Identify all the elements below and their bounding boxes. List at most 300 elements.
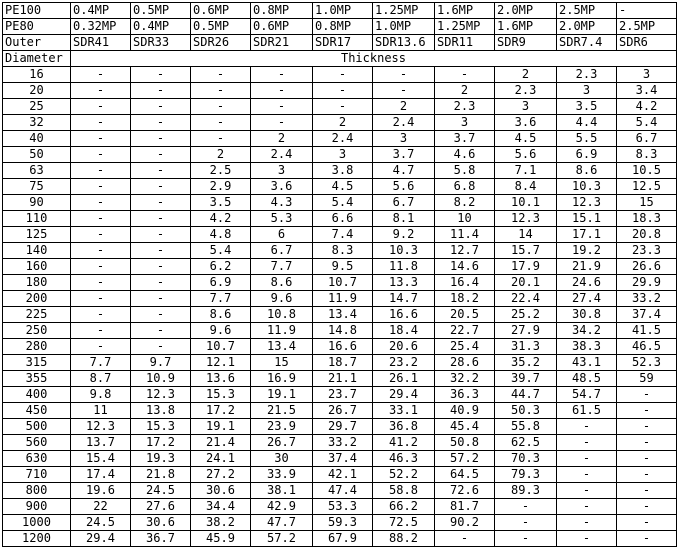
- thickness-cell: -: [191, 83, 251, 99]
- thickness-cell: -: [71, 291, 131, 307]
- thickness-cell: 3: [373, 131, 435, 147]
- thickness-cell: 6: [251, 227, 313, 243]
- thickness-cell: 12.7: [435, 243, 495, 259]
- thickness-cell: 26.7: [313, 403, 373, 419]
- thickness-cell: -: [71, 115, 131, 131]
- thickness-cell: 35.2: [495, 355, 557, 371]
- thickness-cell: 72.5: [373, 515, 435, 531]
- thickness-cell: 24.5: [131, 483, 191, 499]
- thickness-cell: 6.6: [313, 211, 373, 227]
- outer-diameter-cell: 16: [3, 67, 71, 83]
- thickness-cell: 9.5: [313, 259, 373, 275]
- thickness-cell: -: [71, 211, 131, 227]
- thickness-cell: 21.4: [191, 435, 251, 451]
- thickness-cell: 33.2: [617, 291, 677, 307]
- thickness-cell: 17.4: [71, 467, 131, 483]
- pe80-pressure: 0.6MP: [251, 19, 313, 35]
- thickness-cell: 3: [313, 147, 373, 163]
- thickness-cell: 7.1: [495, 163, 557, 179]
- sdr-value: SDR33: [131, 35, 191, 51]
- thickness-cell: 12.3: [557, 195, 617, 211]
- outer-diameter-cell: 75: [3, 179, 71, 195]
- thickness-cell: 16.6: [313, 339, 373, 355]
- thickness-cell: 27.2: [191, 467, 251, 483]
- diameter-label: Diameter: [3, 51, 71, 67]
- thickness-cell: -: [71, 195, 131, 211]
- thickness-cell: 9.6: [191, 323, 251, 339]
- thickness-cell: -: [191, 99, 251, 115]
- thickness-cell: -: [313, 99, 373, 115]
- thickness-cell: 25.4: [435, 339, 495, 355]
- thickness-cell: 18.7: [313, 355, 373, 371]
- thickness-cell: 6.7: [251, 243, 313, 259]
- outer-diameter-cell: 710: [3, 467, 71, 483]
- thickness-cell: 41.5: [617, 323, 677, 339]
- thickness-cell: 6.8: [435, 179, 495, 195]
- outer-diameter-cell: 630: [3, 451, 71, 467]
- thickness-cell: -: [435, 67, 495, 83]
- table-row: [3, 131, 677, 147]
- thickness-cell: -: [617, 483, 677, 499]
- thickness-cell: 58.8: [373, 483, 435, 499]
- pe80-pressure: 2.0MP: [557, 19, 617, 35]
- thickness-cell: 61.5: [557, 403, 617, 419]
- thickness-cell: 16.4: [435, 275, 495, 291]
- thickness-cell: 14.6: [435, 259, 495, 275]
- thickness-cell: 3: [435, 115, 495, 131]
- thickness-cell: 30.8: [557, 307, 617, 323]
- table-row: [3, 419, 677, 435]
- thickness-cell: 25.2: [495, 307, 557, 323]
- thickness-cell: 59.3: [313, 515, 373, 531]
- thickness-cell: 16.6: [373, 307, 435, 323]
- thickness-cell: 3.6: [251, 179, 313, 195]
- thickness-cell: 19.1: [251, 387, 313, 403]
- pe80-pressure: 2.5MP: [617, 19, 677, 35]
- thickness-cell: 7.7: [191, 291, 251, 307]
- thickness-cell: 24.5: [71, 515, 131, 531]
- thickness-cell: -: [557, 419, 617, 435]
- thickness-cell: 3.8: [313, 163, 373, 179]
- outer-diameter-cell: 25: [3, 99, 71, 115]
- thickness-cell: 4.7: [373, 163, 435, 179]
- thickness-cell: 13.8: [131, 403, 191, 419]
- thickness-cell: 42.1: [313, 467, 373, 483]
- outer-diameter-cell: 280: [3, 339, 71, 355]
- thickness-cell: 14.7: [373, 291, 435, 307]
- thickness-cell: 47.7: [251, 515, 313, 531]
- thickness-cell: 2: [191, 147, 251, 163]
- thickness-cell: -: [71, 99, 131, 115]
- thickness-cell: 8.6: [251, 275, 313, 291]
- sdr-value: SDR9: [495, 35, 557, 51]
- thickness-cell: 23.9: [251, 419, 313, 435]
- table-row: [3, 307, 677, 323]
- outer-diameter-cell: 40: [3, 131, 71, 147]
- thickness-cell: 2.4: [373, 115, 435, 131]
- thickness-cell: -: [131, 99, 191, 115]
- thickness-cell: 21.1: [313, 371, 373, 387]
- thickness-cell: 39.7: [495, 371, 557, 387]
- thickness-cell: -: [131, 131, 191, 147]
- thickness-cell: 26.1: [373, 371, 435, 387]
- thickness-cell: 21.9: [557, 259, 617, 275]
- thickness-cell: 15.1: [557, 211, 617, 227]
- thickness-cell: 26.6: [617, 259, 677, 275]
- thickness-cell: 10.3: [557, 179, 617, 195]
- thickness-cell: 2.3: [557, 67, 617, 83]
- thickness-cell: 10.8: [251, 307, 313, 323]
- thickness-cell: -: [251, 83, 313, 99]
- thickness-cell: -: [191, 115, 251, 131]
- thickness-cell: 4.2: [617, 99, 677, 115]
- thickness-cell: -: [191, 131, 251, 147]
- sdr-value: SDR11: [435, 35, 495, 51]
- pe100-pressure: 1.0MP: [313, 3, 373, 19]
- thickness-cell: 2: [495, 67, 557, 83]
- outer-diameter-cell: 250: [3, 323, 71, 339]
- thickness-cell: 57.2: [251, 531, 313, 547]
- thickness-cell: 26.7: [251, 435, 313, 451]
- thickness-cell: -: [71, 131, 131, 147]
- thickness-cell: -: [313, 67, 373, 83]
- thickness-cell: 12.1: [191, 355, 251, 371]
- outer-diameter-cell: 50: [3, 147, 71, 163]
- thickness-cell: 54.7: [557, 387, 617, 403]
- thickness-cell: 53.3: [313, 499, 373, 515]
- thickness-cell: 8.6: [191, 307, 251, 323]
- table-row: [3, 515, 677, 531]
- table-row: [3, 403, 677, 419]
- thickness-cell: 2: [373, 99, 435, 115]
- thickness-cell: 4.4: [557, 115, 617, 131]
- thickness-cell: 79.3: [495, 467, 557, 483]
- thickness-cell: -: [131, 339, 191, 355]
- thickness-cell: 20.8: [617, 227, 677, 243]
- sdr-value: SDR6: [617, 35, 677, 51]
- thickness-cell: -: [557, 515, 617, 531]
- table-row: [3, 531, 677, 547]
- thickness-cell: -: [617, 403, 677, 419]
- thickness-cell: 48.5: [557, 371, 617, 387]
- pe80-label: PE80: [3, 19, 71, 35]
- thickness-cell: 10.1: [495, 195, 557, 211]
- table-row: [3, 483, 677, 499]
- thickness-cell: 34.4: [191, 499, 251, 515]
- table-row: [3, 339, 677, 355]
- table-row: [3, 99, 677, 115]
- thickness-cell: -: [131, 147, 191, 163]
- table-row: [3, 115, 677, 131]
- thickness-cell: 4.6: [435, 147, 495, 163]
- outer-diameter-cell: 800: [3, 483, 71, 499]
- pe80-pressure: 0.32MP: [71, 19, 131, 35]
- outer-diameter-cell: 90: [3, 195, 71, 211]
- pe100-pressure: 2.5MP: [557, 3, 617, 19]
- thickness-cell: 55.8: [495, 419, 557, 435]
- thickness-cell: -: [617, 499, 677, 515]
- thickness-cell: -: [373, 67, 435, 83]
- thickness-cell: 14: [495, 227, 557, 243]
- table-row: [3, 291, 677, 307]
- outer-diameter-cell: 32: [3, 115, 71, 131]
- thickness-cell: 36.7: [131, 531, 191, 547]
- thickness-cell: 46.5: [617, 339, 677, 355]
- thickness-cell: 33.9: [251, 467, 313, 483]
- thickness-cell: 7.7: [251, 259, 313, 275]
- outer-diameter-cell: 200: [3, 291, 71, 307]
- thickness-cell: -: [495, 531, 557, 547]
- thickness-cell: 5.6: [373, 179, 435, 195]
- table-row: [3, 323, 677, 339]
- table-row: [3, 195, 677, 211]
- table-row: [3, 243, 677, 259]
- thickness-cell: 89.3: [495, 483, 557, 499]
- thickness-cell: 6.9: [557, 147, 617, 163]
- pe100-pressure: 0.6MP: [191, 3, 251, 19]
- thickness-cell: 52.2: [373, 467, 435, 483]
- thickness-cell: 23.2: [373, 355, 435, 371]
- thickness-cell: 50.8: [435, 435, 495, 451]
- thickness-cell: -: [557, 483, 617, 499]
- outer-diameter-cell: 225: [3, 307, 71, 323]
- thickness-cell: 36.3: [435, 387, 495, 403]
- outer-diameter-cell: 1200: [3, 531, 71, 547]
- thickness-cell: 2: [313, 115, 373, 131]
- thickness-cell: -: [131, 259, 191, 275]
- thickness-cell: -: [71, 307, 131, 323]
- outer-diameter-cell: 900: [3, 499, 71, 515]
- pe100-pressure: 0.5MP: [131, 3, 191, 19]
- thickness-cell: 40.9: [435, 403, 495, 419]
- thickness-cell: -: [71, 323, 131, 339]
- outer-diameter-cell: 560: [3, 435, 71, 451]
- thickness-cell: 42.9: [251, 499, 313, 515]
- thickness-cell: 3: [557, 83, 617, 99]
- thickness-cell: 9.2: [373, 227, 435, 243]
- thickness-cell: 19.3: [131, 451, 191, 467]
- table-row: [3, 259, 677, 275]
- thickness-cell: -: [617, 451, 677, 467]
- thickness-cell: 45.4: [435, 419, 495, 435]
- thickness-cell: 33.2: [313, 435, 373, 451]
- thickness-cell: -: [557, 499, 617, 515]
- outer-diameter-cell: 355: [3, 371, 71, 387]
- thickness-cell: -: [131, 163, 191, 179]
- thickness-cell: 72.6: [435, 483, 495, 499]
- sdr-value: SDR26: [191, 35, 251, 51]
- table-row: [3, 355, 677, 371]
- thickness-cell: -: [71, 227, 131, 243]
- thickness-cell: -: [617, 435, 677, 451]
- pe100-pressure: 1.6MP: [435, 3, 495, 19]
- thickness-cell: 18.4: [373, 323, 435, 339]
- thickness-cell: -: [71, 163, 131, 179]
- thickness-cell: 37.4: [313, 451, 373, 467]
- thickness-cell: 12.3: [71, 419, 131, 435]
- pe100-pressure: 2.0MP: [495, 3, 557, 19]
- thickness-cell: -: [557, 451, 617, 467]
- thickness-cell: -: [557, 435, 617, 451]
- thickness-cell: 12.3: [131, 387, 191, 403]
- thickness-cell: 81.7: [435, 499, 495, 515]
- thickness-cell: 3.6: [495, 115, 557, 131]
- table-row: [3, 275, 677, 291]
- thickness-cell: 5.6: [495, 147, 557, 163]
- pe80-pressure: 0.4MP: [131, 19, 191, 35]
- thickness-cell: -: [617, 419, 677, 435]
- thickness-cell: 67.9: [313, 531, 373, 547]
- thickness-cell: 33.1: [373, 403, 435, 419]
- thickness-cell: -: [313, 83, 373, 99]
- thickness-cell: 27.9: [495, 323, 557, 339]
- sdr-value: SDR21: [251, 35, 313, 51]
- thickness-cell: 7.7: [71, 355, 131, 371]
- thickness-cell: 2.5: [191, 163, 251, 179]
- pe100-pressure: 1.25MP: [373, 3, 435, 19]
- thickness-cell: 29.7: [313, 419, 373, 435]
- outer-diameter-cell: 63: [3, 163, 71, 179]
- outer-diameter-cell: 125: [3, 227, 71, 243]
- outer-label: Outer: [3, 35, 71, 51]
- thickness-cell: 11.8: [373, 259, 435, 275]
- thickness-cell: 38.1: [251, 483, 313, 499]
- thickness-cell: -: [131, 179, 191, 195]
- pe100-pressure: -: [617, 3, 677, 19]
- thickness-cell: 59: [617, 371, 677, 387]
- thickness-cell: 10.3: [373, 243, 435, 259]
- thickness-cell: 46.3: [373, 451, 435, 467]
- pe100-label: PE100: [3, 3, 71, 19]
- table-row: [3, 451, 677, 467]
- thickness-cell: -: [131, 243, 191, 259]
- thickness-cell: -: [71, 243, 131, 259]
- table-row: [3, 83, 677, 99]
- thickness-cell: 13.4: [313, 307, 373, 323]
- thickness-cell: 64.5: [435, 467, 495, 483]
- thickness-cell: 13.6: [191, 371, 251, 387]
- thickness-cell: -: [71, 339, 131, 355]
- thickness-cell: 2: [251, 131, 313, 147]
- table-row: [3, 227, 677, 243]
- outer-diameter-cell: 110: [3, 211, 71, 227]
- thickness-cell: -: [251, 115, 313, 131]
- outer-diameter-cell: 450: [3, 403, 71, 419]
- outer-diameter-cell: 140: [3, 243, 71, 259]
- thickness-cell: 5.3: [251, 211, 313, 227]
- thickness-cell: -: [71, 67, 131, 83]
- thickness-cell: 19.6: [71, 483, 131, 499]
- table-row: [3, 387, 677, 403]
- thickness-cell: 41.2: [373, 435, 435, 451]
- table-row: [3, 499, 677, 515]
- thickness-cell: -: [131, 115, 191, 131]
- thickness-cell: -: [373, 83, 435, 99]
- thickness-cell: 24.6: [557, 275, 617, 291]
- thickness-cell: 11: [71, 403, 131, 419]
- pe80-pressure: 0.8MP: [313, 19, 373, 35]
- thickness-cell: -: [557, 467, 617, 483]
- thickness-cell: -: [131, 307, 191, 323]
- thickness-cell: -: [71, 275, 131, 291]
- thickness-cell: 3.7: [435, 131, 495, 147]
- pipe-thickness-table: [2, 2, 677, 547]
- thickness-cell: 44.7: [495, 387, 557, 403]
- table-row: [3, 211, 677, 227]
- thickness-cell: 23.3: [617, 243, 677, 259]
- pe80-row: [3, 19, 677, 35]
- thickness-cell: 88.2: [373, 531, 435, 547]
- thickness-cell: 5.8: [435, 163, 495, 179]
- thickness-cell: 6.7: [617, 131, 677, 147]
- sdr-value: SDR13.6: [373, 35, 435, 51]
- thickness-cell: 28.6: [435, 355, 495, 371]
- thickness-cell: -: [131, 211, 191, 227]
- thickness-cell: 9.7: [131, 355, 191, 371]
- thickness-cell: -: [131, 291, 191, 307]
- thickness-cell: 13.4: [251, 339, 313, 355]
- thickness-cell: 6.2: [191, 259, 251, 275]
- pe80-pressure: 0.5MP: [191, 19, 251, 35]
- table-row: [3, 371, 677, 387]
- pipe-spec-table-container: [2, 2, 677, 547]
- table-row: [3, 435, 677, 451]
- table-row: [3, 467, 677, 483]
- pe100-row: [3, 3, 677, 19]
- thickness-cell: -: [617, 531, 677, 547]
- thickness-cell: 8.7: [71, 371, 131, 387]
- thickness-cell: 3: [617, 67, 677, 83]
- thickness-cell: 52.3: [617, 355, 677, 371]
- thickness-cell: 5.5: [557, 131, 617, 147]
- outer-diameter-cell: 400: [3, 387, 71, 403]
- thickness-cell: 27.6: [131, 499, 191, 515]
- thickness-cell: 30: [251, 451, 313, 467]
- table-row: [3, 67, 677, 83]
- thickness-cell: 4.2: [191, 211, 251, 227]
- thickness-cell: 90.2: [435, 515, 495, 531]
- table-row: [3, 179, 677, 195]
- pe80-pressure: 1.0MP: [373, 19, 435, 35]
- thickness-cell: 18.3: [617, 211, 677, 227]
- sdr-row: [3, 35, 677, 51]
- thickness-cell: 2.3: [435, 99, 495, 115]
- thickness-cell: 29.4: [373, 387, 435, 403]
- thickness-cell: 70.3: [495, 451, 557, 467]
- thickness-cell: 10: [435, 211, 495, 227]
- thickness-cell: 20.5: [435, 307, 495, 323]
- thickness-header-row: [3, 51, 677, 67]
- thickness-cell: 4.5: [495, 131, 557, 147]
- thickness-cell: 20.1: [495, 275, 557, 291]
- thickness-cell: 3.5: [557, 99, 617, 115]
- thickness-cell: 22: [71, 499, 131, 515]
- thickness-cell: 3: [251, 163, 313, 179]
- thickness-cell: 8.2: [435, 195, 495, 211]
- outer-diameter-cell: 180: [3, 275, 71, 291]
- thickness-cell: 36.8: [373, 419, 435, 435]
- thickness-cell: 18.2: [435, 291, 495, 307]
- thickness-cell: 29.4: [71, 531, 131, 547]
- thickness-cell: 15: [251, 355, 313, 371]
- thickness-cell: -: [71, 83, 131, 99]
- thickness-cell: 17.2: [191, 403, 251, 419]
- thickness-cell: 6.9: [191, 275, 251, 291]
- thickness-cell: 12.5: [617, 179, 677, 195]
- thickness-cell: 22.4: [495, 291, 557, 307]
- thickness-cell: 37.4: [617, 307, 677, 323]
- thickness-cell: 9.6: [251, 291, 313, 307]
